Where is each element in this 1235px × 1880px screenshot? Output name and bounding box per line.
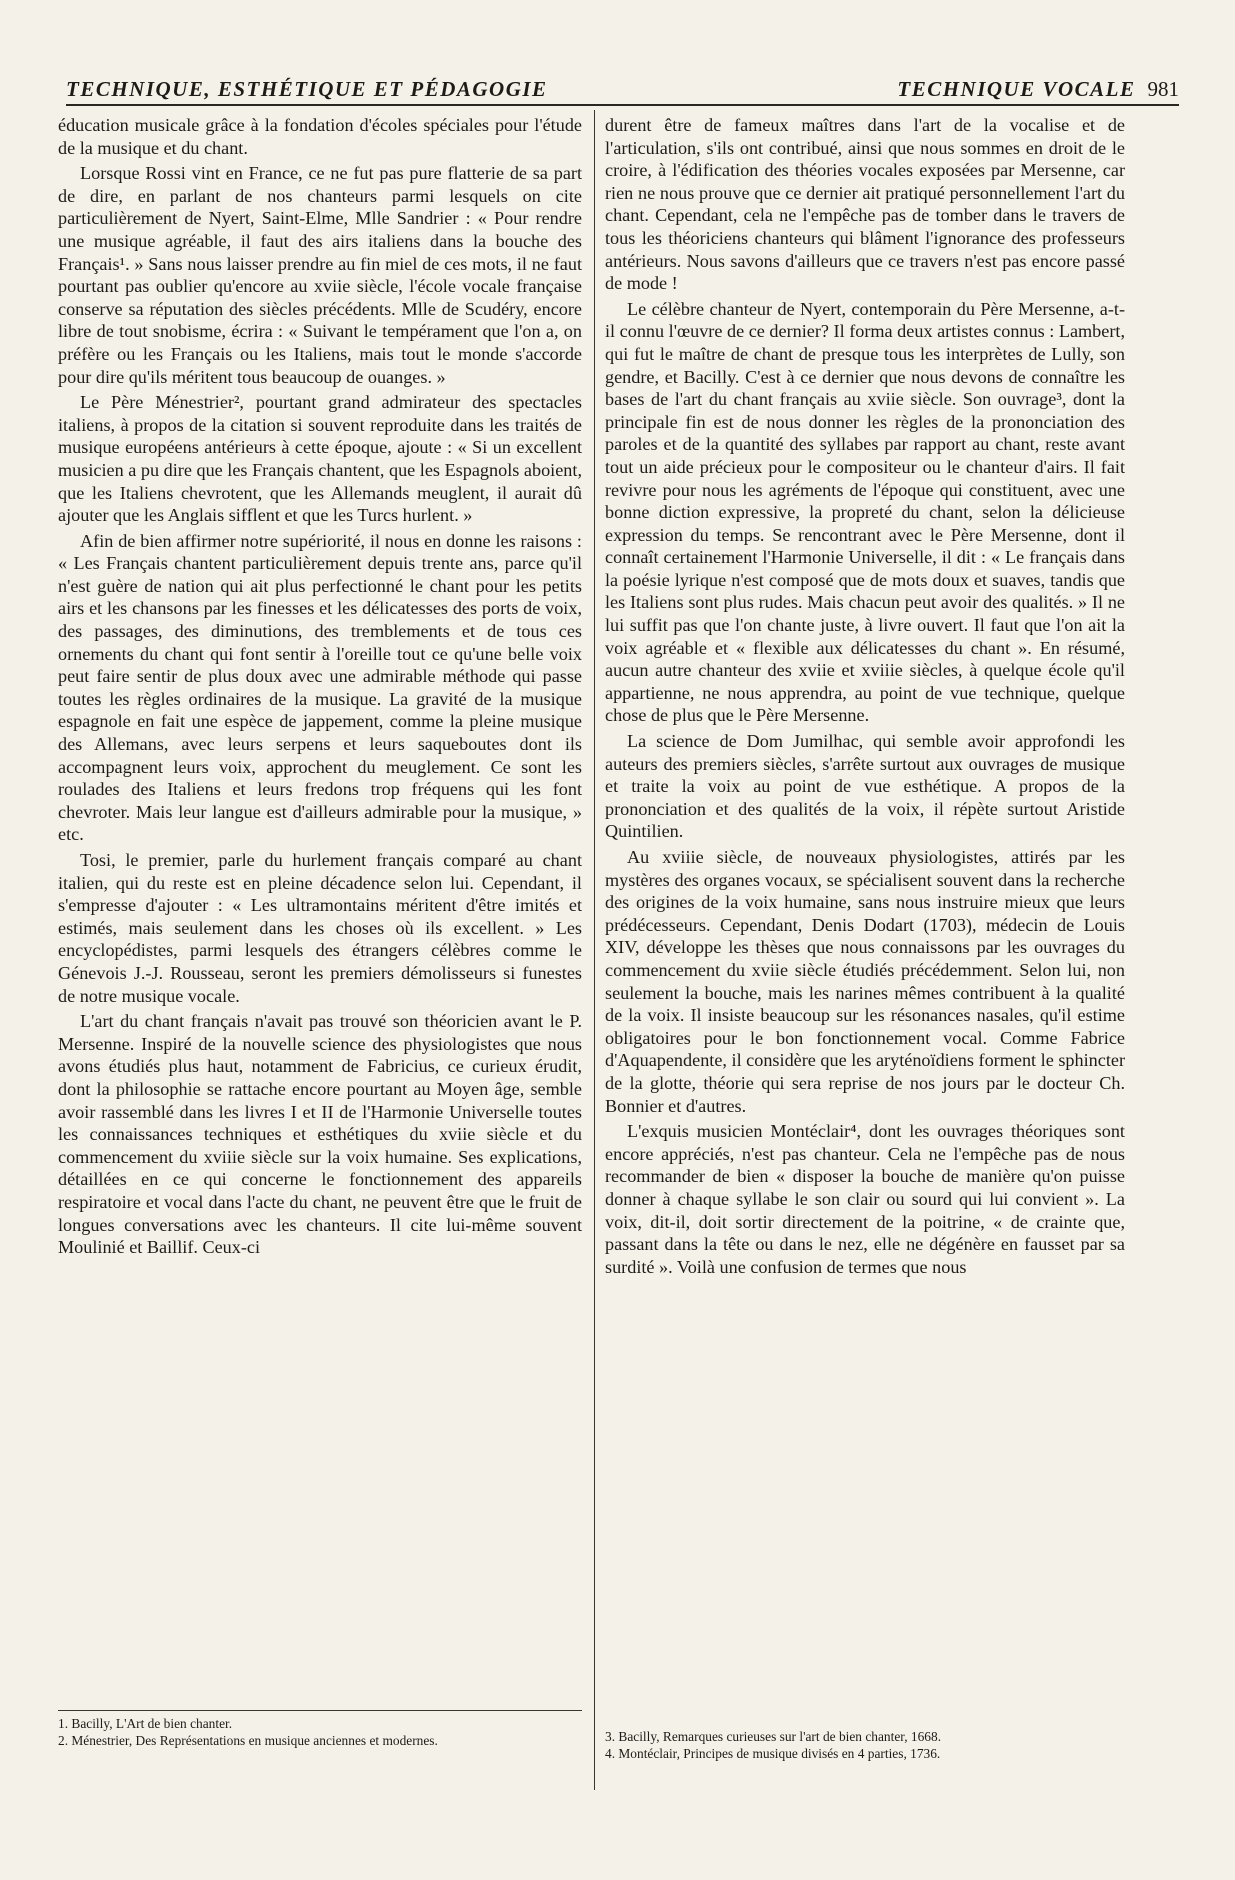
header-right-title: TECHNIQUE VOCALE (897, 77, 1136, 101)
paragraph: Tosi, le premier, parle du hurlement français comparé au chant italien, qui du reste est en pleine décadence selon lui. Cependant, il s'empresse d'ajouter : « Les ultramontains méritent d'être imités et estimés, mais seulement dans les choses où ils excellent. » Les encyclopédistes, parmi lesquels des étrangers célèbres comme le Génevois J.-J. Rousseau, seront les premiers démolisseurs si funestes de notre musique vocale. (58, 850, 582, 1006)
paragraph: durent être de fameux maîtres dans l'art de la vocalise et de l'articulation, s'ils ont contribué, ainsi que nous sommes en droit de le croire, à l'édification des théories vocales exposées par Mersenne, car rien ne nous prouve que ce dernier ait pratiqué personnellement l'art du chant. Cependant, cela ne l'empêche pas de tomber dans le travers de tous les théoriciens chanteurs qui blâment l'ignorance des professeurs antérieurs. Nous savons d'ailleurs que ce travers n'est pas encore passé de mode ! (605, 115, 1125, 294)
footnotes-left (58, 1710, 582, 1749)
column-divider (594, 110, 595, 1790)
footnote: 3. Bacilly, Remarques curieuses sur l'art de bien chanter, 1668. (605, 1729, 942, 1744)
paragraph: L'art du chant français n'avait pas trouvé son théoricien avant le P. Mersenne. Inspiré de la nouvelle science des physiologistes que nous avons étudiés plus haut, notamment de Fabricius, ce curieux érudit, dont la philosophie se rattache encore pourtant au Moyen âge, semble avoir rassemblé dans les livres I et II de l'Harmonie Universelle toutes les connaissances techniques et esthétiques du xviie siècle et du commencement du xviiie siècle sur la voix humaine. Ses explications, détaillées en ce qui concerne le fonctionnement des appareils respiratoire et vocal dans l'acte du chant, ne peuvent être que le fruit de longues conversations avec les chanteurs. Il cite lui-même souvent Moulinié et Baillif. Ceux-ci (58, 1011, 582, 1258)
paragraph: Le célèbre chanteur de Nyert, contemporain du Père Mersenne, a-t-il connu l'œuvre de ce dernier? Il forma deux artistes connus : Lambert, qui fut le maître de chant de presque tous les interprètes de Lully, son gendre, et Bacilly. C'est à ce dernier que nous devons de connaître les bases de l'art du chant français au xviie siècle. Son ouvrage³, dont la principale fin est de nous donner les règles de la prononciation des paroles et de la quantité des syllabes par rapport au chant, reste avant tout un aide précieux pour le compositeur ou le chanteur d'airs. Il fait revivre pour nous les agréments de l'époque qui constituent, avec une bonne diction expressive, la propreté du chant, selon la délicieuse expression du temps. Se rencontrant avec le Père Mersenne, dont il connaît certainement l'Harmonie Universelle, il dit : « Le français dans la poésie lyrique n'est composé que de mots doux et suaves, tandis que les Italiens sont plus rudes. Mais chacun peut avoir des qualités. » Il ne lui suffit pas que l'on chante juste, à livre ouvert. Il faut que l'on ait la voix agréable et « flexible aux délicatesses du chant ». En résumé, aucun autre chanteur des xviie et xviiie siècles, à quelque école qu'il appartienne, ne nous apprendra, au point de vue technique, quelque chose de plus que le Père Mersenne. (605, 298, 1125, 726)
footnote: 2. Ménestrier, Des Représentations en musique anciennes et modernes. (58, 1733, 438, 1748)
footnote: 1. Bacilly, L'Art de bien chanter. (58, 1716, 233, 1731)
header-right (897, 77, 1179, 102)
running-header (66, 74, 1179, 106)
paragraph: éducation musicale grâce à la fondation d'écoles spéciales pour l'étude de la musique et du chant. (58, 115, 582, 158)
paragraph: Lorsque Rossi vint en France, ce ne fut pas pure flatterie de sa part de dire, en parlant de nos chanteurs parmi lesquels on cite particulièrement de Nyert, Saint-Elme, Mlle Sandrier : « Pour rendre une musique agréable, il faut des airs italiens dans la bouche des Français¹. » Sans nous laisser prendre au fin miel de ces mots, il ne faut pourtant pas oublier qu'encore au xviie siècle, l'école vocale française conserve sa réputation des siècles précédents. Mlle de Scudéry, encore libre de tout snobisme, écrira : « Suivant le tempérament que l'on a, on préfère ou les Français ou les Italiens, mais tout le monde s'accorde pour dire qu'ils méritent tous beaucoup de ouanges. » (58, 163, 582, 387)
right-column (605, 114, 1125, 1281)
left-column (58, 114, 582, 1262)
page-number: 981 (1147, 77, 1179, 101)
footnotes-right (605, 1728, 1125, 1762)
footnote: 4. Montéclair, Principes de musique divisés en 4 parties, 1736. (605, 1746, 941, 1761)
paragraph: L'exquis musicien Montéclair⁴, dont les ouvrages théoriques sont encore appréciés, n'est pas chanteur. Cela ne l'empêche pas de nous recommander de bien « disposer la bouche de manière qu'on puisse donner à chaque syllabe le son clair ou sourd qui lui convient ». La voix, dit-il, doit sortir directement de la poitrine, « de crainte que, passant dans la tête ou dans le nez, elle ne dégénère en fausset par sa surdité ». Voilà une confusion de termes que nous (605, 1121, 1125, 1277)
paragraph: La science de Dom Jumilhac, qui semble avoir approfondi les auteurs des premiers siècles, s'arrête surtout aux ouvrages de musique et traite la voix au point de vue esthétique. A propos de la prononciation et des qualités de la voix, il répète surtout Aristide Quintilien. (605, 731, 1125, 842)
header-left-title: TECHNIQUE, ESTHÉTIQUE ET PÉDAGOGIE (66, 77, 548, 101)
paragraph: Afin de bien affirmer notre supériorité, il nous en donne les raisons : « Les Français chantent particulièrement depuis trente ans, parce qu'il n'est guère de nation qui ait plus perfectionné le chant pour les petits airs et les chansons par les finesses et les délicatesses des ports de voix, des passages, des diminutions, des tremblements et de tous ces ornements du chant qui font sentir à l'oreille tout ce qu'une belle voix peut faire sentir de plus doux avec une admirable méthode qui passe toutes les règles ordinaires de la musique. La gravité de la musique espagnole en fait une espèce de jappement, comme la pleine musique des Allemans, avec leurs serpens et leurs saqueboutes dont ils accompagnent leurs voix, approchent du meuglement. Ce sont les roulades des Italiens et leurs fredons trop fréquens qui les font chevroter. Mais leur langue est d'ailleurs admirable pour la musique, » etc. (58, 530, 582, 845)
paragraph: Au xviiie siècle, de nouveaux physiologistes, attirés par les mystères des organes vocaux, se spécialisent souvent dans la recherche des origines de la voix humaine, sans nous instruire mieux que leurs prédécesseurs. Cependant, Denis Dodart (1703), médecin de Louis XIV, développe les thèses que nous connaissons par les ouvrages du commencement du xviie siècle étudiés précédemment. Selon lui, non seulement la bouche, mais les narines mêmes contribuent à la qualité de la voix. Il insiste beaucoup sur les résonances nasales, qu'il estime obligatoires pour le bon fonctionnement vocal. Comme Fabrice d'Aquapendente, il considère que les aryténoïdiens forment le sphincter de la glotte, théorie qui sera reprise de nos jours par le docteur Ch. Bonnier et d'autres. (605, 847, 1125, 1116)
paragraph: Le Père Ménestrier², pourtant grand admirateur des spectacles italiens, à propos de la citation si souvent reproduite dans les traités de musique européens antérieurs à cette époque, ajoute : « Si un excellent musicien a pu dire que les Français chantent, que les Espagnols aboient, que les Italiens chevrotent, que les Allemands meuglent, il aurait dû ajouter que les Anglais sifflent et que les Turcs hurlent. » (58, 392, 582, 526)
